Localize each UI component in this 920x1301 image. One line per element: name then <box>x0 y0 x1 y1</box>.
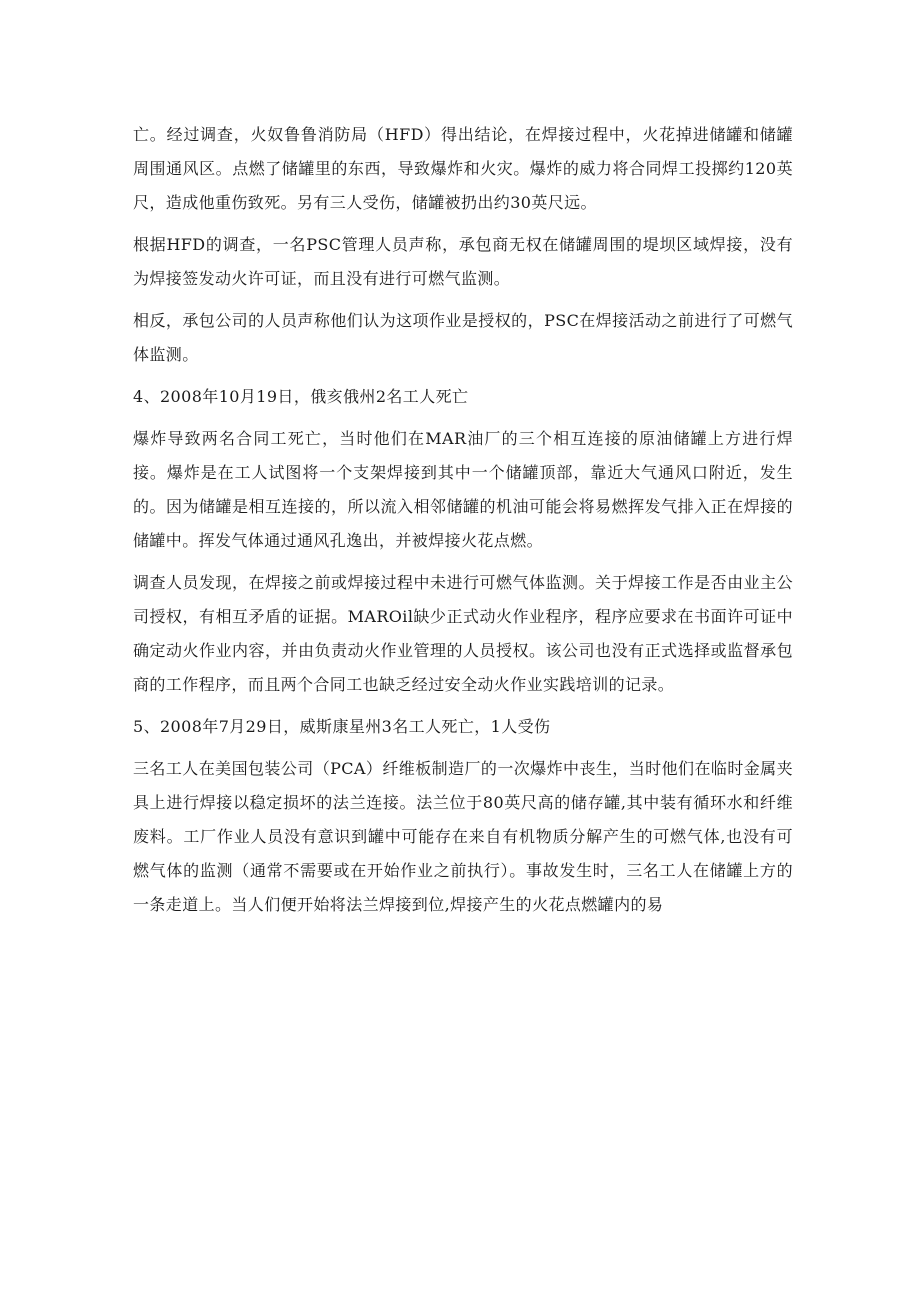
section-heading-ohio: 4、2008年10月19日，俄亥俄州2名工人死亡 <box>133 387 469 406</box>
document-body <box>133 118 793 930</box>
paragraph-pca-explosion: 三名工人在美国包装公司（PCA）纤维板制造厂的一次爆炸中丧生，当时他们在临时金属夹具上进行焊接以稳定损坏的法兰连接。法兰位于80英尺高的储存罐,其中装有循环水和纤维废料。工厂作业人员没有意识到罐中可能存在来自有机物质分解产生的可燃气体,也没有可燃气体的监测（通常不需要或在开始作业之前执行）。事故发生时，三名工人在储罐上方的一条走道上。当人们便开始将法兰焊接到位,焊接产生的火花点燃罐内的易 <box>133 759 793 914</box>
paragraph-mar-explosion: 爆炸导致两名合同工死亡，当时他们在MAR油厂的三个相互连接的原油储罐上方进行焊接。爆炸是在工人试图将一个支架焊接到其中一个储罐顶部，靠近大气通风口附近，发生的。因为储罐是相互连接的，所以流入相邻储罐的机油可能会将易燃挥发气排入正在焊接的储罐中。挥发气体通过通风孔逸出，并被焊接火花点燃。 <box>133 429 793 550</box>
paragraph-contractor-claims: 相反，承包公司的人员声称他们认为这项作业是授权的，PSC在焊接活动之前进行了可燃气体监测。 <box>133 311 793 364</box>
section-heading-wisconsin: 5、2008年7月29日，威斯康星州3名工人死亡，1人受伤 <box>133 717 551 736</box>
paragraph-hfd-findings: 亡。经过调查，火奴鲁鲁消防局（HFD）得出结论，在焊接过程中，火花掉进储罐和储罐周围通风区。点燃了储罐里的东西，导致爆炸和火灾。爆炸的威力将合同焊工投掷约120英尺，造成他重伤致死。另有三人受伤，储罐被扔出约30英尺远。 <box>133 125 793 212</box>
paragraph-mar-investigation: 调查人员发现，在焊接之前或焊接过程中未进行可燃气体监测。关于焊接工作是否由业主公司授权，有相互矛盾的证据。MAROil缺少正式动火作业程序，程序应要求在书面许可证中确定动火作业内容，并由负责动火作业管理的人员授权。该公司也没有正式选择或监督承包商的工作程序，而且两个合同工也缺乏经过安全动火作业实践培训的记录。 <box>133 573 793 694</box>
paragraph-psc-claims: 根据HFD的调查，一名PSC管理人员声称，承包商无权在储罐周围的堤坝区域焊接，没有为焊接签发动火许可证，而且没有进行可燃气监测。 <box>133 235 793 288</box>
